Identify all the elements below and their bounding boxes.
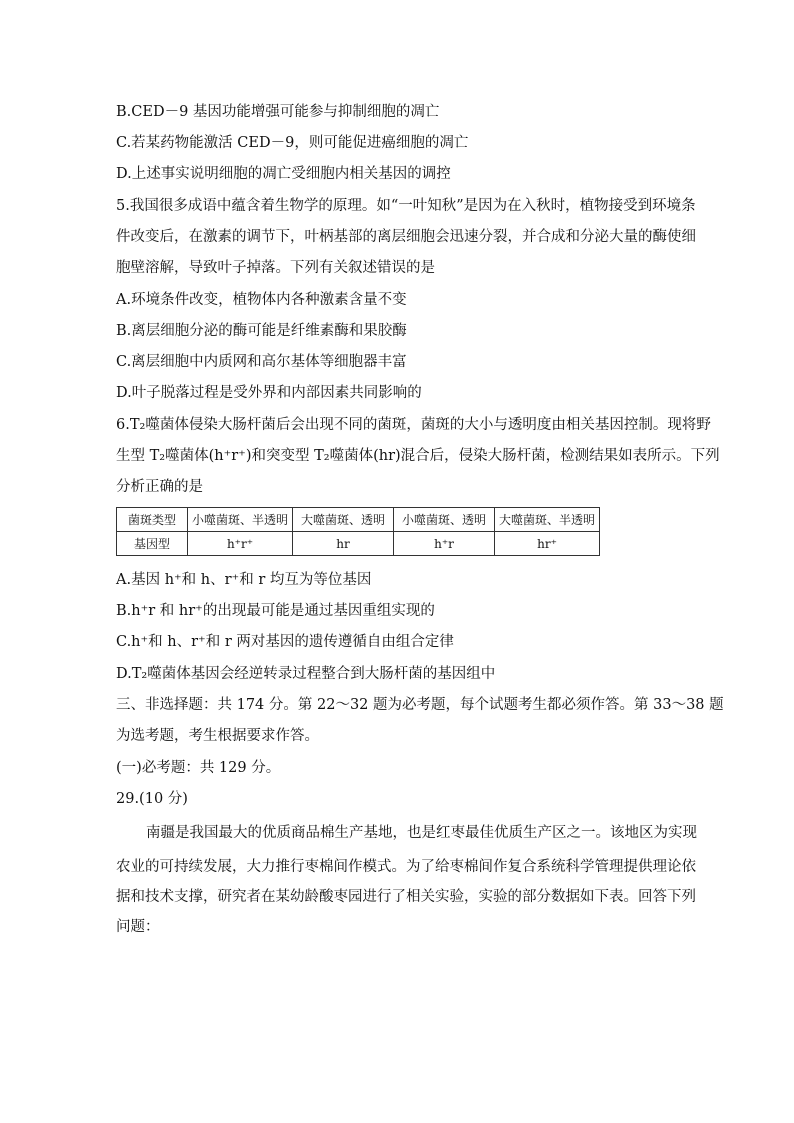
required-questions-label: (一)必考题：共 129 分。 bbox=[116, 760, 281, 776]
q29-paragraph-line-3: 据和技术支撑，研究者在某幼龄酸枣园进行了相关实验，实验的部分数据如下表。回答下列 bbox=[116, 889, 696, 905]
table-row-label: 基因型 bbox=[117, 532, 188, 556]
q6-stem-line-2: 生型 T₂噬菌体(h⁺r⁺)和突变型 T₂噬菌体(hr)混合后，侵染大肠杆菌，检测结果如表所示。下列 bbox=[116, 448, 720, 464]
table-cell: 大噬菌斑、透明 bbox=[293, 508, 394, 532]
section-3-heading-cont: 为选考题，考生根据要求作答。 bbox=[116, 728, 319, 744]
table-row-label: 菌斑类型 bbox=[117, 508, 188, 532]
q6-stem-line-1: 6.T₂噬菌体侵染大肠杆菌后会出现不同的菌斑，菌斑的大小与透明度由相关基因控制。现将野 bbox=[116, 417, 711, 433]
table-cell: 大噬菌斑、半透明 bbox=[495, 508, 600, 532]
q4-option-c: C.若某药物能激活 CED－9，则可能促进癌细胞的凋亡 bbox=[116, 135, 469, 151]
plaque-genotype-table bbox=[116, 507, 600, 556]
q4-option-d: D.上述事实说明细胞的凋亡受细胞内相关基因的调控 bbox=[116, 166, 451, 182]
q5-option-c: C.离层细胞中内质网和高尔基体等细胞器丰富 bbox=[116, 354, 407, 370]
q29-paragraph-line-2: 农业的可持续发展，大力推行枣棉间作模式。为了给枣棉间作复合系统科学管理提供理论依 bbox=[116, 859, 696, 875]
q5-stem-line-1: 5.我国很多成语中蕴含着生物学的原理。如“一叶知秋”是因为在入秋时，植物接受到环境条 bbox=[116, 198, 696, 214]
table-row bbox=[117, 508, 600, 532]
q4-option-b: B.CED－9 基因功能增强可能参与抑制细胞的凋亡 bbox=[116, 104, 440, 120]
q6-option-a: A.基因 h⁺和 h、r⁺和 r 均互为等位基因 bbox=[116, 572, 372, 588]
table-cell: 小噬菌斑、半透明 bbox=[188, 508, 293, 532]
table-cell: hr bbox=[293, 532, 394, 556]
q5-option-d: D.叶子脱落过程是受外界和内部因素共同影响的 bbox=[116, 385, 422, 401]
table-cell: h⁺r bbox=[394, 532, 495, 556]
table-cell: hr⁺ bbox=[495, 532, 600, 556]
q5-option-b: B.离层细胞分泌的酶可能是纤维素酶和果胶酶 bbox=[116, 323, 407, 339]
q6-option-c: C.h⁺和 h、r⁺和 r 两对基因的遗传遵循自由组合定律 bbox=[116, 634, 454, 650]
q5-stem-line-3: 胞壁溶解，导致叶子掉落。下列有关叙述错误的是 bbox=[116, 260, 435, 276]
section-3-heading: 三、非选择题：共 174 分。第 22～32 题为必考题，每个试题考生都必须作答。第 33～38 题 bbox=[116, 697, 724, 713]
q29-paragraph-line-1: 南疆是我国最大的优质商品棉生产基地，也是红枣最佳优质生产区之一。该地区为实现 bbox=[146, 825, 697, 841]
table-row bbox=[117, 532, 600, 556]
q6-stem-line-3: 分析正确的是 bbox=[116, 479, 203, 495]
q29-paragraph-line-4: 问题： bbox=[116, 919, 160, 935]
table-cell: 小噬菌斑、透明 bbox=[394, 508, 495, 532]
q5-stem-line-2: 件改变后，在激素的调节下，叶柄基部的离层细胞会迅速分裂，并合成和分泌大量的酶使细 bbox=[116, 229, 696, 245]
q6-option-d: D.T₂噬菌体基因会经逆转录过程整合到大肠杆菌的基因组中 bbox=[116, 666, 496, 682]
q6-option-b: B.h⁺r 和 hr⁺的出现最可能是通过基因重组实现的 bbox=[116, 603, 435, 619]
q5-option-a: A.环境条件改变，植物体内各种激素含量不变 bbox=[116, 292, 407, 308]
table-cell: h⁺r⁺ bbox=[188, 532, 293, 556]
q29-number: 29.(10 分) bbox=[116, 791, 188, 807]
